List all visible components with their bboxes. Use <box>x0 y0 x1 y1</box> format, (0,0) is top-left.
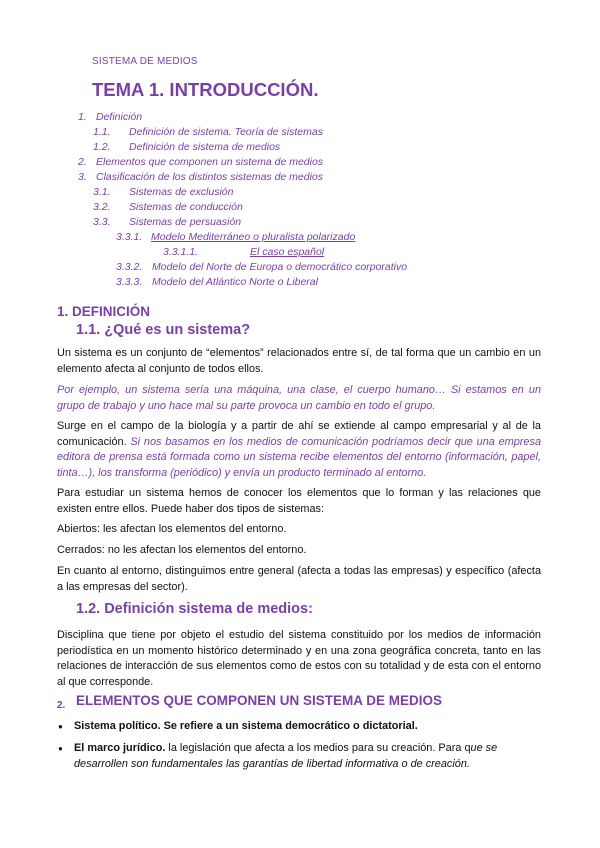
toc-item[interactable] <box>163 246 325 258</box>
list-item <box>57 719 541 735</box>
toc-number: 3.3.2. <box>116 261 143 273</box>
toc-number: 1. <box>78 111 87 123</box>
toc-item[interactable] <box>93 141 281 153</box>
toc-item[interactable] <box>93 126 323 138</box>
toc-number: 1.2. <box>93 141 111 153</box>
section-heading: 1. DEFINICIÓN <box>57 304 151 319</box>
paragraph: Disciplina que tiene por objeto el estudio del sistema constituido por los medios de información periodística en un momento histórico determinado y en una zona geográfica concreta, tanto en las relaciones de interacción de sus elementos como de estos con su totalidad y de esta con el entorno al que corresponde. <box>57 629 541 688</box>
list-item-plain: la legislación que afecta a los medios para su creación. Para q <box>165 742 471 754</box>
paragraph: En cuanto al entorno, distinguimos entre general (afecta a todas las empresas) y específico (afecta a las empresas del sector). <box>57 565 541 593</box>
toc-number: 3.2. <box>93 201 111 213</box>
toc-item[interactable] <box>116 261 408 273</box>
toc-label: Definición de sistema de medios <box>129 141 281 153</box>
list-item-text <box>74 741 541 772</box>
toc-item[interactable] <box>116 231 356 243</box>
toc-label: Clasificación de los distintos sistemas de medios <box>96 171 324 183</box>
paragraph: Para estudiar un sistema hemos de conocer los elementos que lo forman y las relaciones que existen entre ellos. Puede haber dos tipos de sistemas: <box>57 487 541 515</box>
toc-label: Modelo del Atlántico Norte o Liberal <box>152 276 318 288</box>
section-title: ELEMENTOS QUE COMPONEN UN SISTEMA DE MEDIOS <box>76 693 443 708</box>
toc-label: Sistemas de persuasión <box>129 216 242 228</box>
paragraph: Un sistema es un conjunto de “elementos” relacionados entre sí, de tal forma que un cambio en un elemento afecta al conjunto de todos ellos. <box>57 347 541 375</box>
bullet-icon: ● <box>58 744 63 753</box>
toc-item[interactable] <box>78 171 324 183</box>
subsection-heading: 1.1. ¿Qué es un sistema? <box>76 322 251 338</box>
toc-label: Definición de sistema. Teoría de sistemas <box>129 126 323 138</box>
toc-number: 3.3.3. <box>116 276 143 288</box>
toc-item[interactable] <box>93 186 234 198</box>
list-item-italic: ue se desarrollen son fundamentales las garantías de libertad informativa o de creación. <box>74 742 498 770</box>
toc-label: Sistemas de conducción <box>129 201 243 213</box>
toc-link[interactable]: El caso español <box>250 246 325 258</box>
toc-label: Modelo del Norte de Europa o democrático corporativo <box>152 261 408 273</box>
section-heading <box>57 693 443 713</box>
toc-link[interactable]: Modelo Mediterráneo o pluralista polarizado <box>151 231 356 243</box>
paragraph-text: Surge en el campo de la biología y a partir de ahí se extiende al campo empresarial y al de la comunicación. <box>57 420 541 448</box>
list-item <box>57 741 541 773</box>
toc-item[interactable] <box>78 111 143 123</box>
list-item-bold: Sistema político. Se refiere a un sistema democrático o dictatorial. <box>74 720 418 732</box>
toc-number: 3.3. <box>93 216 111 228</box>
toc-number: 2. <box>78 156 87 168</box>
document-header: SISTEMA DE MEDIOS <box>92 56 198 67</box>
section-number: 2. <box>57 700 66 711</box>
paragraph <box>57 419 541 481</box>
toc-number: 1.1. <box>93 126 111 138</box>
toc-number: 3. <box>78 171 87 183</box>
example-paragraph: Por ejemplo, un sistema sería una máquina, una clase, el cuerpo humano… Si estamos en un grupo de trabajo y uno hace mal su parte provoca un cambio en todo el grupo. <box>57 384 541 412</box>
page-title: TEMA 1. INTRODUCCIÓN. <box>92 79 319 100</box>
toc-number: 3.1. <box>93 186 111 198</box>
paragraph: Cerrados: no les afectan los elementos del entorno. <box>57 544 307 556</box>
subsection-heading: 1.2. Definición sistema de medios: <box>76 601 313 617</box>
toc-label: Sistemas de exclusión <box>129 186 234 198</box>
toc-number: 3.3.1. <box>116 231 143 243</box>
toc-item[interactable] <box>116 276 318 288</box>
toc-item[interactable] <box>93 201 243 213</box>
toc-label: Definición <box>96 111 143 123</box>
toc-number: 3.3.1.1. <box>163 246 199 258</box>
toc-label: Elementos que componen un sistema de medios <box>96 156 324 168</box>
paragraph-italic-text: Si nos basamos en los medios de comunicación podríamos decir que una empresa editora de prensa está formada como un sistema recibe elementos del entorno (información, papel, tinta…), los transforma (periódico) y envía un producto terminado al entorno. <box>57 435 541 479</box>
paragraph: Abiertos: les afectan los elementos del entorno. <box>57 523 287 535</box>
list-item-bold: El marco jurídico. <box>74 742 166 754</box>
list-item-text <box>74 719 541 735</box>
toc-item[interactable] <box>78 156 324 168</box>
bullet-icon: ● <box>58 722 63 731</box>
toc-item[interactable] <box>93 216 242 228</box>
